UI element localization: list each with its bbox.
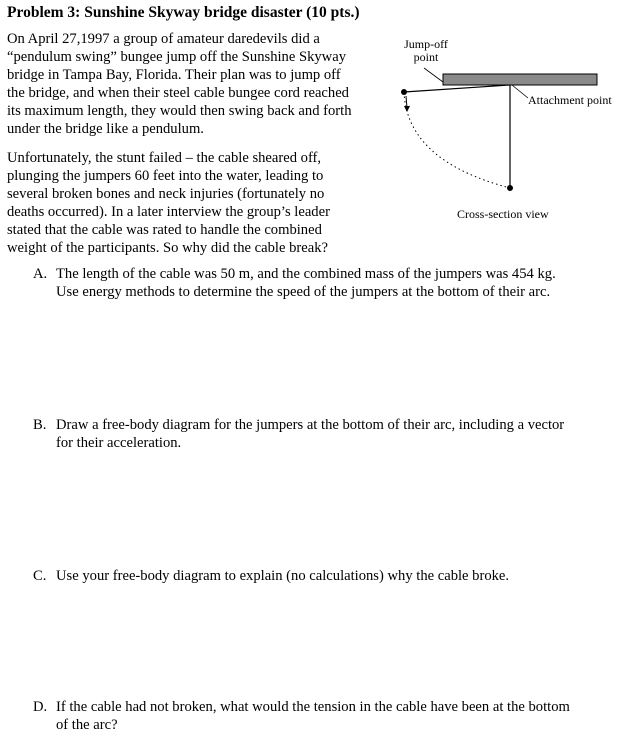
attachment-pointer (512, 85, 528, 98)
pendulum-figure (395, 36, 625, 236)
story-line: deaths occurred). In a later interview the group’s leader (7, 204, 330, 220)
jump-off-label (398, 38, 454, 64)
question-letter: D. (33, 699, 48, 715)
intro-paragraph (7, 30, 392, 138)
problem-title: Problem 3: Sunshine Skyway bridge disaster (10 pts.) (7, 4, 360, 21)
jump-off-label-line: point (413, 50, 439, 64)
story-paragraph (7, 149, 392, 257)
attachment-label: Attachment point (528, 93, 612, 107)
question-line: Use your free-body diagram to explain (no calculations) why the cable broke. (56, 568, 510, 584)
intro-line: the bridge, and when their steel cable bungee cord reached (7, 85, 349, 101)
intro-line: “pendulum swing” bungee jump off the Sunshine Skyway (7, 49, 346, 65)
question-line: Draw a free-body diagram for the jumpers at the bottom of their arc, including a vector (56, 417, 565, 433)
intro-line: its maximum length, they would then swing back and forth (7, 103, 352, 119)
question-line: The length of the cable was 50 m, and the combined mass of the jumpers was 454 kg. (56, 266, 556, 282)
jumper-bottom-dot (507, 185, 513, 191)
intro-line: bridge in Tampa Bay, Florida. Their plan was to jump off (7, 67, 341, 83)
intro-line: under the bridge like a pendulum. (7, 121, 204, 137)
swing-arc (404, 92, 510, 188)
jumper-start-dot (401, 89, 407, 95)
story-line: several broken bones and neck injuries (fortunately no (7, 186, 325, 202)
question-line: for their acceleration. (56, 435, 182, 451)
story-line: Unfortunately, the stunt failed – the cable sheared off, (7, 150, 322, 166)
cable-line (404, 85, 510, 92)
question-d (33, 698, 623, 734)
swing-arrow-head (404, 106, 410, 112)
cross-section-label: Cross-section view (457, 207, 549, 221)
story-line: weight of the participants. So why did the cable break? (7, 240, 328, 256)
jump-off-pointer (424, 68, 443, 82)
question-letter: A. (33, 266, 48, 282)
question-a (33, 265, 623, 301)
question-line: If the cable had not broken, what would the tension in the cable have been at the bottom (56, 699, 570, 715)
story-line: plunging the jumpers 60 feet into the water, leading to (7, 168, 324, 184)
intro-line: On April 27,1997 a group of amateur daredevils did a (7, 31, 320, 47)
question-line: Use energy methods to determine the speed of the jumpers at the bottom of their arc. (56, 284, 551, 300)
question-line: of the arc? (56, 717, 118, 733)
bridge-deck (443, 74, 597, 85)
question-letter: B. (33, 417, 47, 433)
question-letter: C. (33, 568, 47, 584)
jump-off-label-line: Jump-off (404, 37, 448, 51)
question-b (33, 416, 623, 452)
question-c (33, 567, 623, 585)
story-line: stated that the cable was rated to handle the combined (7, 222, 322, 238)
pendulum-diagram (395, 36, 625, 236)
